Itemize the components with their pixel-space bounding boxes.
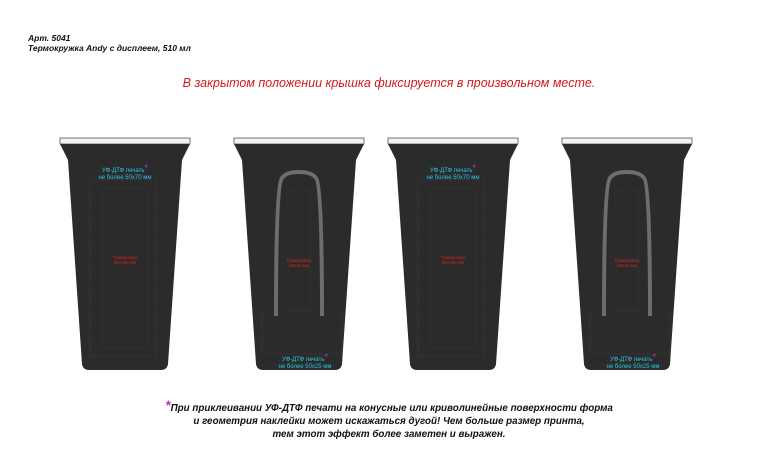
cup-back-view-1 — [232, 136, 366, 372]
engraving-line2: 50х100 мм — [441, 260, 465, 265]
article-number: Арт. 5041 — [28, 33, 71, 43]
product-name: Термокружка Andy с дисплеем, 510 мл — [28, 43, 191, 53]
engraving-line2: 50х100 мм — [113, 260, 137, 265]
print-label-line2: не более 50х25 мм — [278, 364, 332, 370]
engraving-area-label — [58, 255, 192, 265]
print-label-line2: не более 50х70 мм — [98, 175, 152, 181]
footnote-line2: и геометрия наклейки может искажаться дугой! Чем больше размер принта, — [193, 416, 585, 427]
asterisk-mark: * — [144, 163, 149, 173]
asterisk-mark: * — [165, 397, 171, 413]
engraving-line1: Гравировка — [286, 258, 312, 263]
print-area-label — [566, 354, 700, 371]
footnote-line3: тем этот эффект более заметен и выражен. — [272, 429, 506, 440]
print-label-line1: УФ-ДТФ печать — [609, 357, 653, 363]
engraving-line2: 50х50 мм — [617, 263, 637, 268]
engraving-line1: Гравировка — [440, 255, 466, 260]
print-area-label — [58, 165, 192, 182]
engraving-line1: Гравировка — [112, 255, 138, 260]
footnote-line1: При приклеивании УФ-ДТФ печати на конусные или криволинейные поверхности форма — [170, 403, 613, 414]
asterisk-mark: * — [472, 163, 477, 173]
lid-note: В закрытом положении крышка фиксируется в произвольном месте. — [182, 76, 596, 90]
print-label-line1: УФ-ДТФ печать — [429, 168, 473, 174]
engraving-line1: Гравировка — [614, 258, 640, 263]
print-label-line2: не более 50х25 мм — [606, 364, 660, 370]
engraving-area-label — [560, 258, 694, 268]
print-label-line1: УФ-ДТФ печать — [281, 357, 325, 363]
asterisk-mark: * — [652, 352, 657, 362]
engraving-area-label — [232, 258, 366, 268]
print-area-label — [386, 165, 520, 182]
cup-back-view-2 — [560, 136, 694, 372]
engraving-line2: 50х50 мм — [289, 263, 309, 268]
print-label-line1: УФ-ДТФ печать — [101, 168, 145, 174]
print-label-line2: не более 50х70 мм — [426, 175, 480, 181]
footnote — [0, 399, 778, 441]
print-area-label — [238, 354, 372, 371]
engraving-area-label — [386, 255, 520, 265]
asterisk-mark: * — [324, 352, 329, 362]
